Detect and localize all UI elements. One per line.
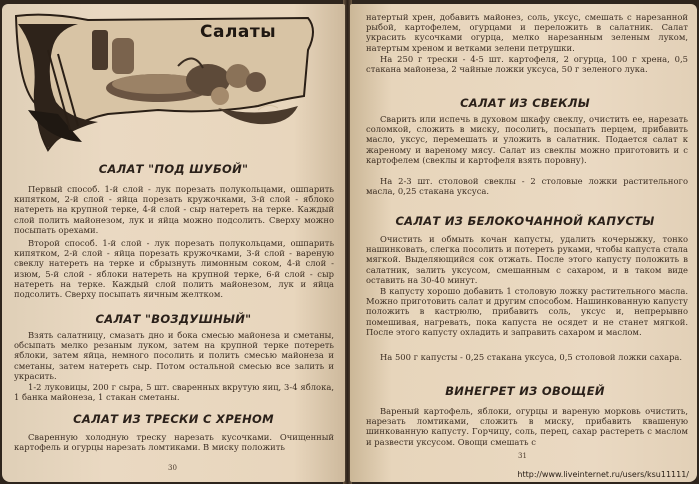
- section-heading-pod-shuboi: САЛАТ "ПОД ШУБОЙ": [98, 162, 249, 176]
- section-heading-kapusta: САЛАТ ИЗ БЕЛОКОЧАННОЙ КАПУСТЫ: [395, 214, 655, 228]
- paragraph: Сварить или испечь в духовом шкафу свеклу, очистить ее, нарезать соломкой, сложить в миску, посолить, посыпать перцем, прибавить масло, уксус, перемешать и уложить в салатник. Подается салат к жареному и вареному мясу. Салат из свеклы можно приготовить и с картофелем (свеклы и картофеля взять поровну).: [366, 114, 688, 165]
- section-heading-treska: САЛАТ ИЗ ТРЕСКИ С ХРЕНОМ: [73, 412, 274, 426]
- section-heading-vozdushnyi: САЛАТ "ВОЗДУШНЫЙ": [95, 312, 252, 326]
- paragraph: Вареный картофель, яблоки, огурцы и вареную морковь очистить, нарезать ломтиками, сложить в миску, прибавить квашеную шинкованную капусту. Горчицу, соль, перец, сахар растереть с маслом и развести уксусом. Овощи смешать с: [366, 406, 688, 447]
- section-heading-svekla: САЛАТ ИЗ СВЕКЛЫ: [460, 96, 590, 110]
- paragraph: 1-2 луковицы, 200 г сыра, 5 шт. сваренных вкрутую яиц, 3-4 яблока, 1 банка майонеза, 1 стакан сметаны.: [14, 382, 334, 403]
- paragraph: В капусту хорошо добавить 1 столовую ложку растительного масла. Можно приготовить салат и другим способом. Нашинкованную капусту положить в кастрюлю, прибавить соль, уксус и, непрерывно помешивая, нагревать, пока капуста не осядет и не станет мягкой. После этого капусту охладить и заправить сахаром и маслом.: [366, 286, 688, 337]
- watermark-url: http://www.liveinternet.ru/users/ksu11111/: [517, 470, 689, 479]
- chapter-title: Салаты: [200, 22, 277, 42]
- paragraph: Второй способ. 1-й слой - лук порезать полукольцами, ошпарить кипятком, 2-й слой - яйца порезать кружочками, 3-й слой - вареную свеклу натереть на терке и сбрызнуть лимонным соком, 4-й слой - изюм, 5-й слой - яблоки натереть на крупной терке, 6-й слой - сыр натереть на терке. Каждый слой полить майонезом, лук и яйца подсолить. Сверху посыпать яичным желтком.: [14, 238, 334, 300]
- paragraph: Первый способ. 1-й слой - лук порезать полукольцами, ошпарить кипятком, 2-й слой - яйца порезать кружочками, 3-й слой - яблоко натереть на крупной терке, 4-й слой - сыр натереть на терке. Каждый слой полить майонезом, лук и яйца можно подсолить. Сверху можно посыпать орехами.: [14, 184, 334, 235]
- left-page: [2, 4, 345, 482]
- paragraph: Взять салатницу, смазать дно и бока смесью майонеза и сметаны, обсыпать мелко резаным луком, затем на крупной терке потереть яблоки, затем яйца, немного посолить и полить смесью майонеза и сметаны, затем натереть сыр. Потом остальной смесью все залить и украсить.: [14, 330, 334, 381]
- section-heading-vinegret: ВИНЕГРЕТ ИЗ ОВОЩЕЙ: [445, 384, 605, 398]
- paragraph: На 250 г трески - 4-5 шт. картофеля, 2 огурца, 100 г хрена, 0,5 стакана майонеза, 2 чайные ложки уксуса, 50 г зеленого лука.: [366, 54, 688, 75]
- page-number: 30: [168, 464, 177, 472]
- paragraph: На 2-3 шт. столовой свеклы - 2 столовые ложки растительного масла, 0,25 стакана уксуса.: [366, 176, 688, 197]
- paragraph: натертый хрен, добавить майонез, соль, уксус, смешать с нарезанной рыбой, картофелем, огурцами и переложить в салатник. Салат украсить кусочками огурца, мелко нарезанным зеленым луком, натертым хреном и ветками зелени петрушки.: [366, 12, 688, 53]
- paragraph: На 500 г капусты - 0,25 стакана уксуса, 0,5 столовой ложки сахара.: [380, 352, 683, 362]
- paragraph: Очистить и обмыть кочан капусты, удалить кочерыжку, тонко нашинковать, слегка посолить и потереть руками, чтобы капуста стала мягкой. Выделяющийся сок отжать. После этого капусту положить в салатник, залить уксусом, смешанным с сахаром, и в таком виде оставить на 30-40 минут.: [366, 234, 688, 285]
- paragraph: Сваренную холодную треску нарезать кусочками. Очищенный картофель и огурцы нарезать ломтиками. В миску положить: [14, 432, 334, 453]
- still-life-illustration: [8, 10, 338, 160]
- page-number: 31: [518, 452, 527, 460]
- right-page: [350, 4, 697, 482]
